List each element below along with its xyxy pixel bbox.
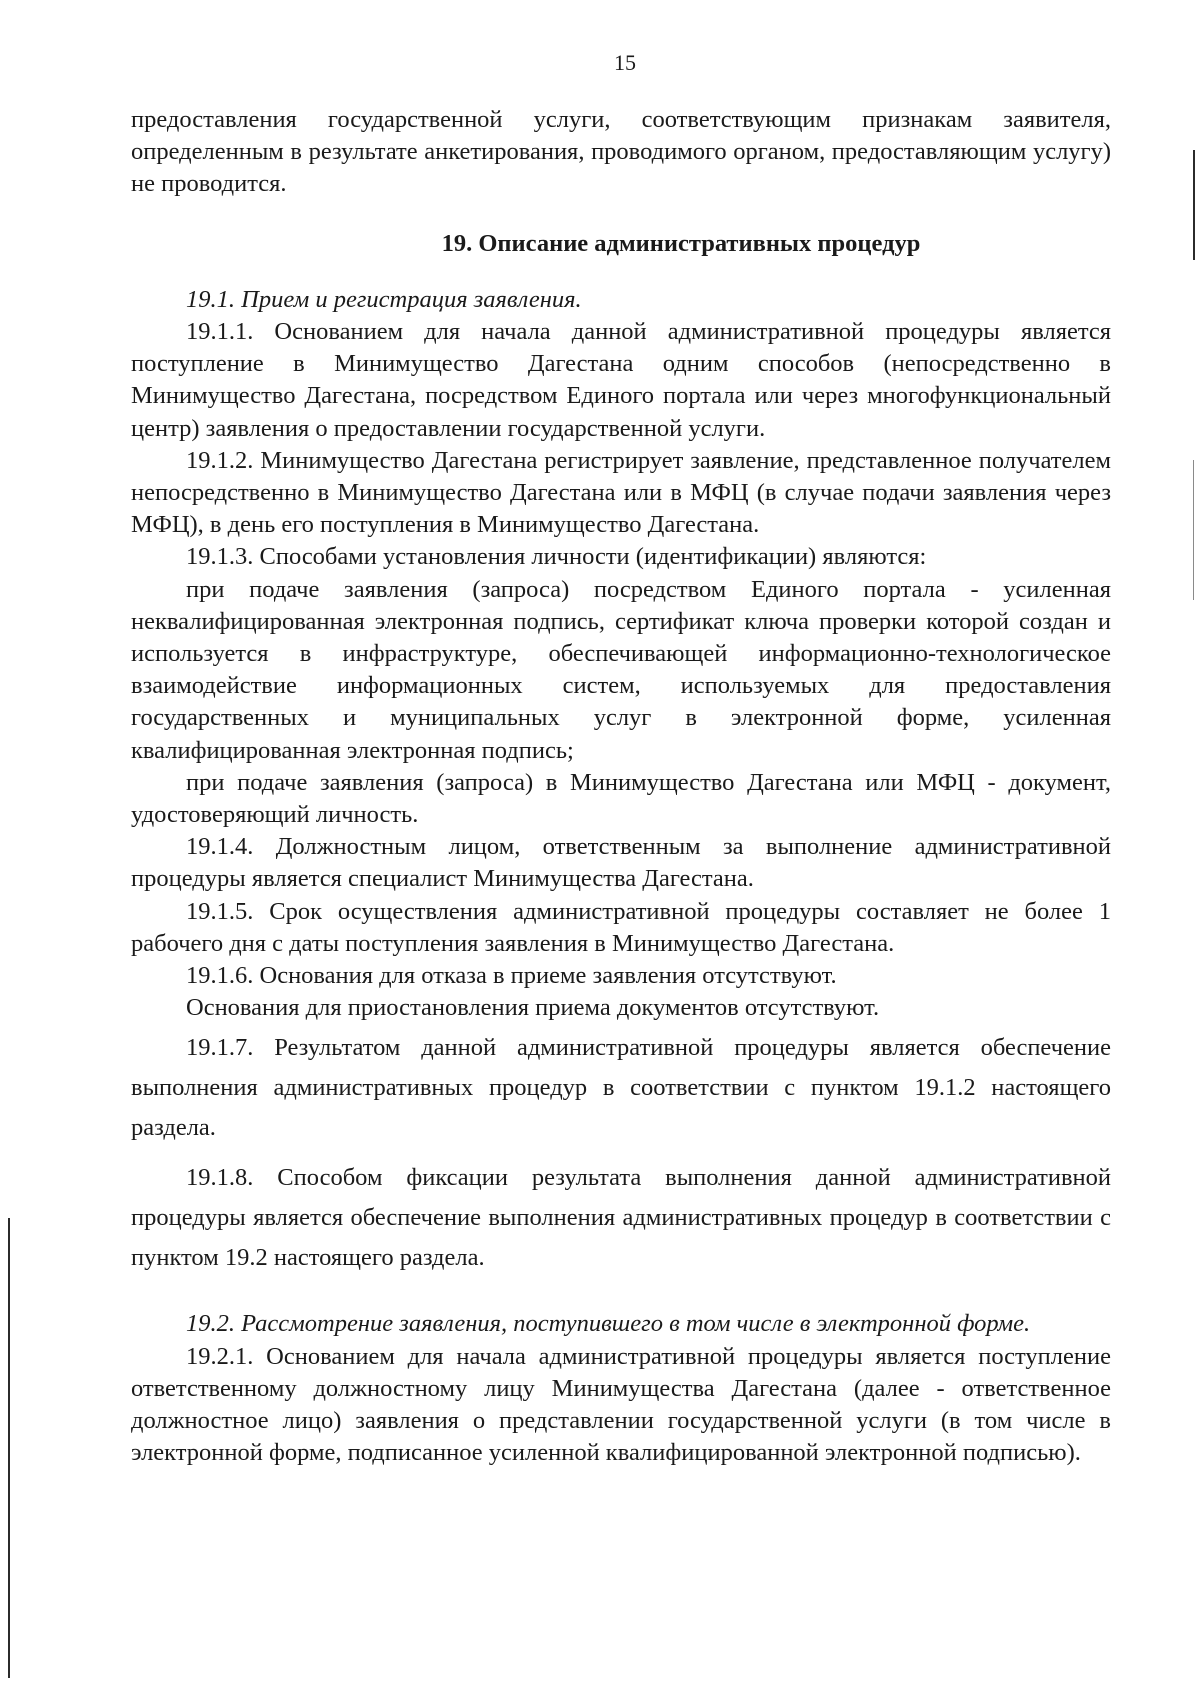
- subsection-heading-19-1: 19.1. Прием и регистрация заявления.: [186, 285, 582, 313]
- paragraph-19-1-3-b: при подаче заявления (запроса) в Минимущество Дагестана или МФЦ - документ, удостоверяющий личность.: [131, 768, 1111, 829]
- paragraph-19-2-1: 19.2.1. Основанием для начала административной процедуры является поступление ответственному должностному лицу Минимущества Дагестана (далее - ответственное должностное лицо) заявления о представлении государственной услуги (в том числе в электронной форме, подписанное усиленной квалифицированной электронной подписью).: [131, 1342, 1111, 1467]
- section-heading: 19. Описание административных процедур: [441, 229, 921, 257]
- paragraph-19-1-8: 19.1.8. Способом фиксации результата выполнения данной административной процедуры является обеспечение выполнения административных процедур в соответствии с пунктом 19.2 настоящего раздела.: [131, 1164, 1111, 1272]
- paragraph-19-1-4: 19.1.4. Должностным лицом, ответственным за выполнение административной процедуры является специалист Минимущества Дагестана.: [131, 833, 1111, 893]
- paragraph-19-1-3: 19.1.3. Способами установления личности (идентификации) являются:: [186, 543, 927, 571]
- paragraph-continuation: предоставления государственной услуги, соответствующим признакам заявителя, определенным в результате анкетирования, проводимого органом, предоставляющим услугу) не проводится.: [131, 106, 1111, 198]
- paragraph-19-1-6-b: Основания для приостановления приема документов отсутствуют.: [186, 994, 880, 1022]
- paragraph-19-1-7: 19.1.7. Результатом данной административной процедуры является обеспечение выполнения административных процедур в соответствии с пунктом 19.1.2 настоящего раздела.: [131, 1034, 1111, 1142]
- document-body: [131, 104, 1111, 1470]
- scan-edge-line-right-lower: [1193, 460, 1194, 600]
- paragraph-19-1-1: 19.1.1. Основанием для начала данной административной процедуры является поступление в Минимущество Дагестана одним способов (непосредственно в Минимущество Дагестана, посредством Единого портала или через многофункциональный центр) заявления о предоставлении государственной услуги.: [131, 318, 1111, 442]
- subsection-heading-19-2: 19.2. Рассмотрение заявления, поступившего в том числе в электронной форме.: [186, 1310, 1031, 1338]
- scan-edge-line-right: [1193, 150, 1195, 260]
- paragraph-19-1-2: 19.1.2. Минимущество Дагестана регистрирует заявление, представленное получателем непосредственно в Минимущество Дагестана или в МФЦ (в случае подачи заявления через МФЦ), в день его поступления в Минимущество Дагестана.: [131, 446, 1111, 539]
- paragraph-19-1-5: 19.1.5. Срок осуществления административной процедуры составляет не более 1 рабочего дня с даты поступления заявления в Минимущество Дагестана.: [131, 897, 1111, 957]
- paragraph-19-1-3-a: при подаче заявления (запроса) посредством Единого портала - усиленная неквалифицированная электронная подпись, сертификат ключа проверки которой создан и используется в инфраструктуре, обеспечивающей информационно-технологическое взаимодействие информационных систем, используемых для предоставления государственных и муниципальных услуг в электронной форме, усиленная квалифицированная электронная подпись;: [131, 575, 1111, 764]
- paragraph-19-1-6: 19.1.6. Основания для отказа в приеме заявления отсутствуют.: [186, 962, 837, 990]
- page-number: 15: [614, 50, 636, 75]
- scan-edge-line-left: [8, 1218, 10, 1678]
